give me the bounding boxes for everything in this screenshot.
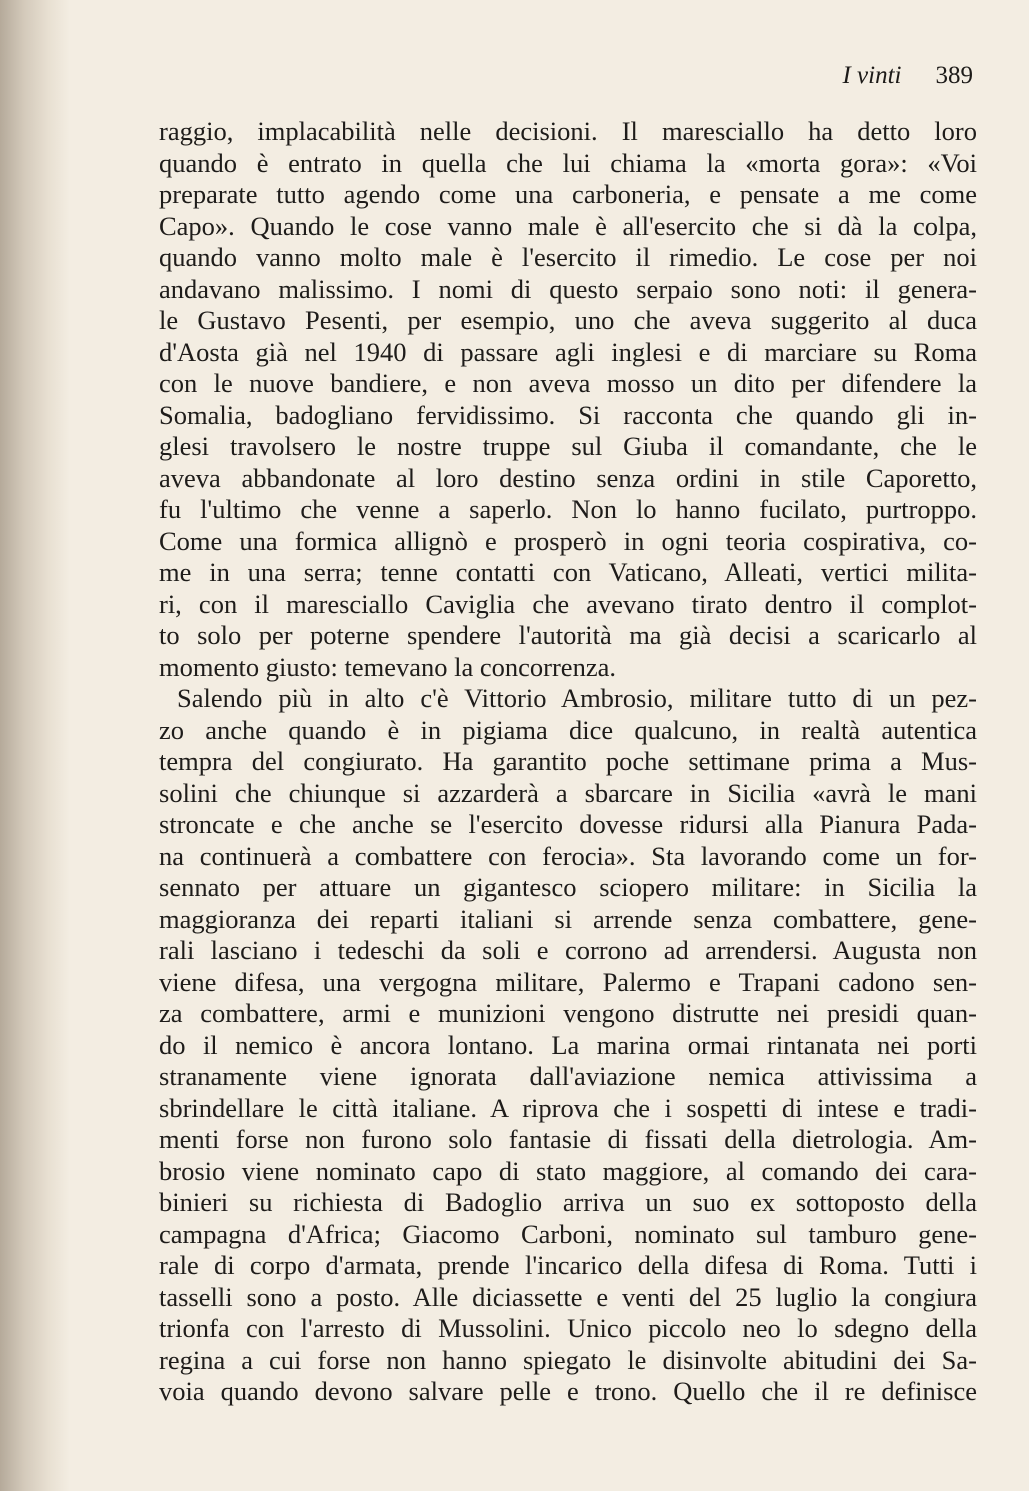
text-line: rale di corpo d'armata, prende l'incarico della difesa di Roma. Tutti i [159, 1250, 977, 1280]
text-line: brosio viene nominato capo di stato maggiore, al comando dei cara- [159, 1155, 977, 1186]
text-line: maggioranza dei reparti italiani si arrende senza combattere, gene- [159, 903, 977, 934]
running-head [842, 62, 973, 90]
text-line: do il nemico è ancora lontano. La marina ormai rintanata nei porti [159, 1029, 977, 1060]
text-line: preparate tutto agendo come una carboneria, e pensate a me come [159, 179, 977, 209]
text-line: stroncate e che anche se l'esercito dovesse ridursi alla Pianura Pada- [159, 809, 977, 839]
text-line: aveva abbandonate al loro destino senza ordini in stile Caporetto, [159, 462, 977, 493]
text-line: tempra del congiurato. Ha garantito poche settimane prima a Mus- [159, 746, 977, 776]
text-line: andavano malissimo. I nomi di questo serpaio sono noti: il genera- [159, 273, 977, 304]
text-line: Somalia, badogliano fervidissimo. Si racconta che quando gli in- [159, 399, 977, 430]
text-line: d'Aosta già nel 1940 di passare agli inglesi e di marciare su Roma [159, 336, 977, 367]
text-line: campagna d'Africa; Giacomo Carboni, nominato sul tamburo gene- [159, 1218, 977, 1249]
text-line: sennato per attuare un gigantesco sciopero militare: in Sicilia la [159, 872, 977, 902]
text-line: to solo per poterne spendere l'autorità ma già decisi a scaricarlo al [159, 620, 977, 650]
text-line: za combattere, armi e munizioni vengono distrutte nei presidi quan- [159, 998, 977, 1028]
text-line: Capo». Quando le cose vanno male è all'esercito che si dà la colpa, [159, 210, 977, 241]
text-line: momento giusto: temevano la concorrenza. [159, 651, 616, 682]
text-line: trionfa con l'arresto di Mussolini. Unico piccolo neo lo sdegno della [159, 1313, 977, 1343]
page-number: 389 [935, 62, 973, 89]
text-line: menti forse non furono solo fantasie di fissati della dietrologia. Am- [159, 1124, 977, 1154]
text-line: na continuerà a combattere con ferocia». Sta lavorando come un for- [159, 840, 977, 871]
text-line: Come una formica allignò e prosperò in ogni teoria cospirativa, co- [159, 525, 977, 556]
text-line: tasselli sono a posto. Alle diciassette e venti del 25 luglio la congiura [159, 1281, 977, 1312]
text-line: con le nuove bandiere, e non aveva mosso un dito per difendere la [159, 368, 977, 398]
text-line: glesi travolsero le nostre truppe sul Giuba il comandante, che le [159, 431, 977, 461]
text-line: ri, con il maresciallo Caviglia che avevano tirato dentro il complot- [159, 588, 977, 619]
text-line: quando vanno molto male è l'esercito il rimedio. Le cose per noi [159, 242, 977, 272]
text-line: binieri su richiesta di Badoglio arriva un suo ex sottoposto della [159, 1187, 977, 1217]
text-line: le Gustavo Pesenti, per esempio, uno che aveva suggerito al duca [159, 305, 977, 335]
text-line: solini che chiunque si azzarderà a sbarcare in Sicilia «avrà le mani [159, 777, 977, 808]
text-line: viene difesa, una vergogna militare, Palermo e Trapani cadono sen- [159, 966, 977, 997]
text-line: quando è entrato in quella che lui chiama la «morta gora»: «Voi [159, 147, 977, 178]
text-line: fu l'ultimo che venne a saperlo. Non lo hanno fucilato, purtroppo. [159, 494, 977, 524]
text-line: me in una serra; tenne contatti con Vaticano, Alleati, vertici milita- [159, 557, 977, 587]
text-line: regina a cui forse non hanno spiegato le disinvolte abitudini dei Sa- [159, 1344, 977, 1375]
paragraph-first-line: Salendo più in alto c'è Vittorio Ambrosio, militare tutto di un pez- [177, 683, 977, 713]
text-line: stranamente viene ignorata dall'aviazione nemica attivissima a [159, 1061, 977, 1091]
section-title: I vinti [842, 62, 902, 89]
text-line: zo anche quando è in pigiama dice qualcuno, in realtà autentica [159, 714, 977, 745]
text-line: sbrindellare le città italiane. A riprova che i sospetti di intese e tradi- [159, 1092, 977, 1123]
text-line: rali lasciano i tedeschi da soli e corrono ad arrendersi. Augusta non [159, 935, 977, 965]
text-line: raggio, implacabilità nelle decisioni. Il maresciallo ha detto loro [159, 116, 977, 146]
text-line: voia quando devono salvare pelle e trono. Quello che il re definisce [159, 1376, 977, 1406]
body-text [159, 116, 977, 1408]
